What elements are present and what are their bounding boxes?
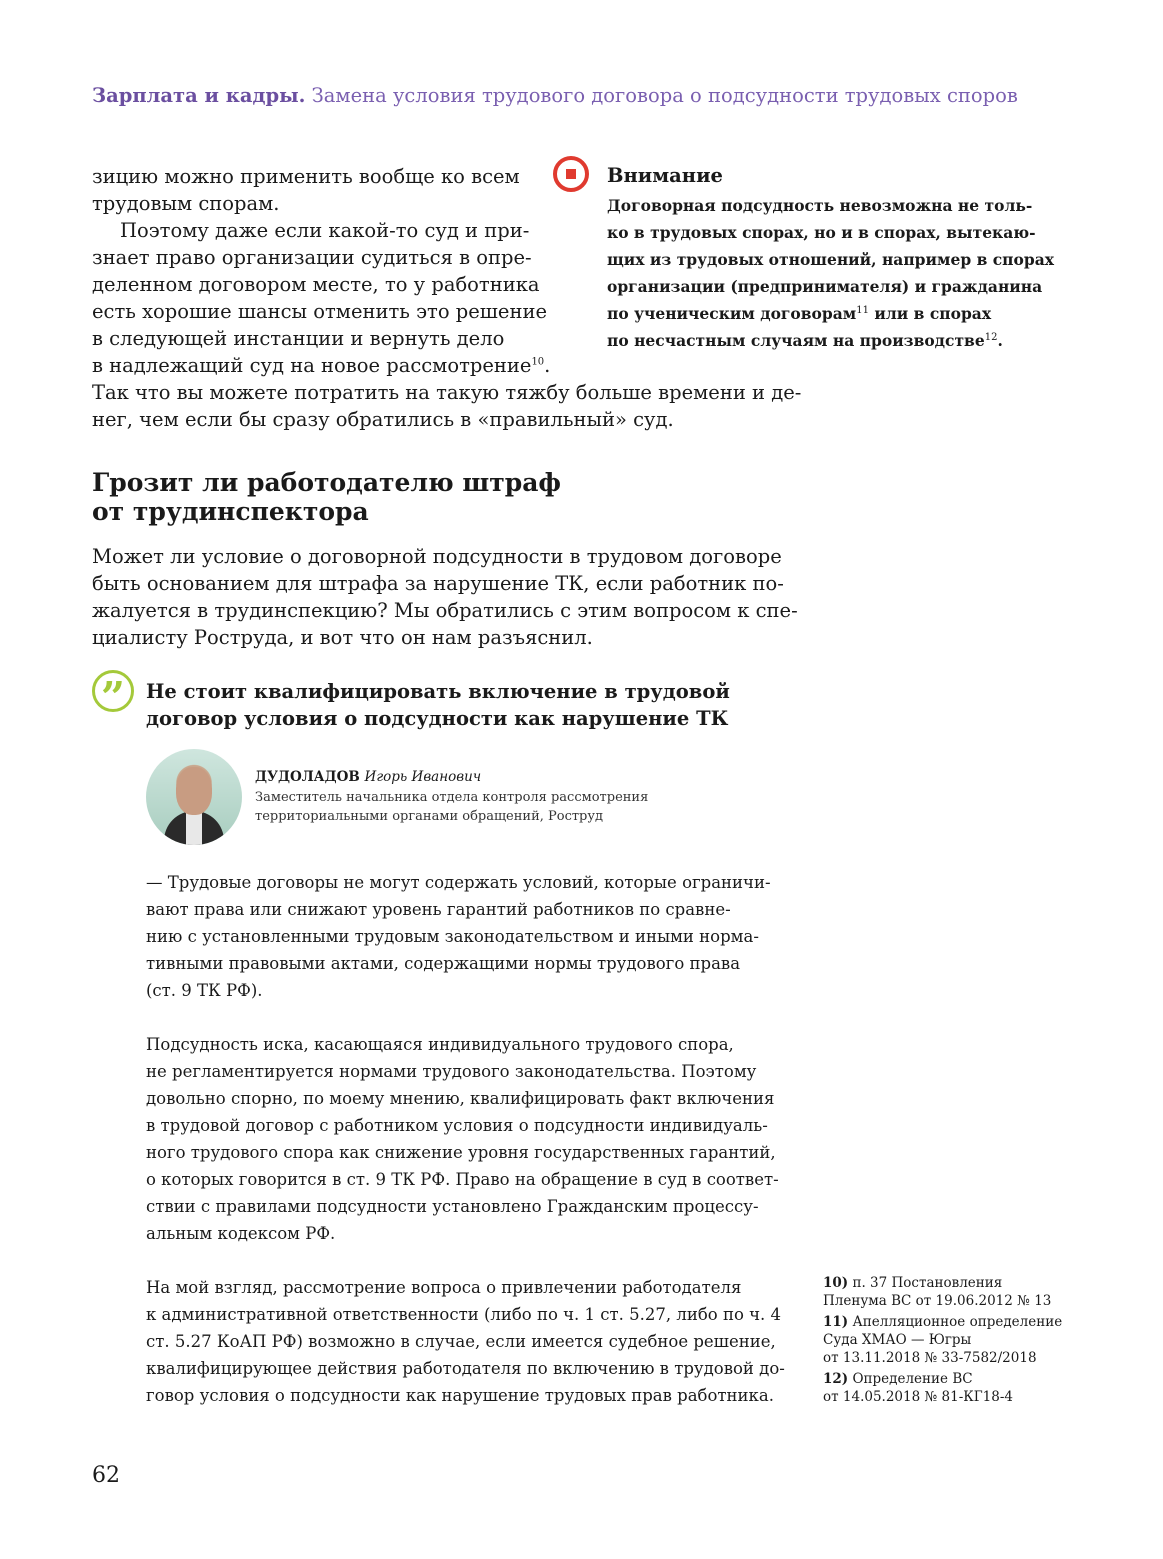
body-line: Поэтому даже если какой-то суд и при- (120, 219, 530, 242)
quote-line: довольно спорно, по моему мнению, квалифицировать факт включения (146, 1089, 775, 1108)
body-line: циалисту Роструда, и вот что он нам разъяснил. (92, 626, 593, 649)
quote-line: в трудовой договор с работником условия о подсудности индивидуаль- (146, 1116, 768, 1135)
attention-title: Внимание (607, 164, 723, 187)
quote-line: ного трудового спора как снижение уровня государственных гарантий, (146, 1143, 776, 1162)
quote-line: о которых говорится в ст. 9 ТК РФ. Право на обращение в суд в соответ- (146, 1170, 779, 1189)
quote-line: — Трудовые договоры не могут содержать условий, которые ограничи- (146, 873, 771, 892)
attention-line: по несчастным случаям на производстве$^{12}$. (607, 331, 1003, 350)
quote-icon: ” (92, 670, 134, 712)
body-line: трудовым спорам. (92, 192, 280, 215)
quote-line: говор условия о подсудности как нарушение трудовых прав работника. (146, 1386, 774, 1405)
attention-line: Договорная подсудность невозможна не толь- (607, 196, 1033, 215)
quote-line: На мой взгляд, рассмотрение вопроса о привлечении работодателя (146, 1278, 742, 1297)
footnote-10-cont: Пленума ВС от 19.06.2012 № 13 (823, 1293, 1052, 1309)
magazine-name: Зарплата и кадры. (92, 84, 306, 107)
quote-line: вают права или снижают уровень гарантий работников по сравне- (146, 900, 731, 919)
attention-line: ко в трудовых спорах, но и в спорах, вытекаю- (607, 223, 1036, 242)
footnote-11-cont: Суда ХМАО — Югры (823, 1332, 972, 1348)
body-line: знает право организации судиться в опре- (92, 246, 532, 269)
section-heading: Грозит ли работодателю штраф от трудинспектора (92, 468, 561, 526)
footnote-ref[interactable]: 10 (531, 356, 545, 368)
expert-name: ДУДОЛАДОВ Игорь Иванович (255, 769, 482, 785)
quote-title: Не стоит квалифицировать включение в трудовой договор условия о подсудности как нарушение ТК (146, 680, 730, 730)
body-line: Так что вы можете потратить на такую тяжбу больше времени и де- (92, 381, 802, 404)
body-line: быть основанием для штрафа за нарушение ТК, если работник по- (92, 572, 784, 595)
footnote-11-cont: от 13.11.2018 № 33-7582/2018 (823, 1350, 1037, 1366)
expert-role: территориальными органами обращений, Роструд (255, 809, 604, 824)
quote-line: ствии с правилами подсудности установлено Гражданским процессу- (146, 1197, 759, 1216)
quote-line: тивными правовыми актами, содержащими нормы трудового права (146, 954, 741, 973)
footnote-ref[interactable]: 11 (856, 304, 869, 316)
body-line: в следующей инстанции и вернуть дело (92, 327, 505, 350)
body-line: зицию можно применить вообще ко всем (92, 165, 520, 188)
body-line: в надлежащий суд на новое рассмотрение$^{10}$. (92, 354, 551, 377)
expert-photo (146, 749, 242, 845)
body-line: Может ли условие о договорной подсудности в трудовом договоре (92, 545, 782, 568)
attention-line: организации (предпринимателя) и гражданина (607, 277, 1043, 296)
attention-icon (553, 156, 589, 192)
quote-line: не регламентируется нормами трудового законодательства. Поэтому (146, 1062, 757, 1081)
expert-role: Заместитель начальника отдела контроля рассмотрения (255, 790, 649, 805)
quote-line: нию с установленными трудовым законодательством и иными норма- (146, 927, 759, 946)
body-line: есть хорошие шансы отменить это решение (92, 300, 547, 323)
footnote-ref[interactable]: 12 (984, 331, 998, 343)
footnote-12-cont: от 14.05.2018 № 81-КГ18-4 (823, 1389, 1013, 1405)
page-number: 62 (92, 1463, 120, 1488)
quote-line: Подсудность иска, касающаяся индивидуального трудового спора, (146, 1035, 734, 1054)
attention-line: щих из трудовых отношений, например в спорах (607, 250, 1054, 269)
quote-line: ст. 5.27 КоАП РФ) возможно в случае, если имеется судебное решение, (146, 1332, 776, 1351)
footnote-10: 10) п. 37 Постановления (823, 1275, 1003, 1291)
body-line: деленном договором месте, то у работника (92, 273, 540, 296)
quote-line: альным кодексом РФ. (146, 1224, 336, 1243)
running-header (92, 84, 1018, 107)
quote-line: квалифицирующее действия работодателя по включению в трудовой до- (146, 1359, 785, 1378)
quote-line: к административной ответственности (либо по ч. 1 ст. 5.27, либо по ч. 4 (146, 1305, 782, 1324)
footnote-11: 11) Апелляционное определение (823, 1314, 1063, 1330)
quote-line: (ст. 9 ТК РФ). (146, 981, 263, 1000)
body-line: нег, чем если бы сразу обратились в «правильный» суд. (92, 408, 674, 431)
attention-line: по ученическим договорам$^{11}$ или в спорах (607, 304, 992, 323)
article-title: Замена условия трудового договора о подсудности трудовых споров (311, 84, 1018, 107)
body-line: жалуется в трудинспекцию? Мы обратились с этим вопросом к спе- (92, 599, 798, 622)
footnote-12: 12) Определение ВС (823, 1371, 973, 1387)
